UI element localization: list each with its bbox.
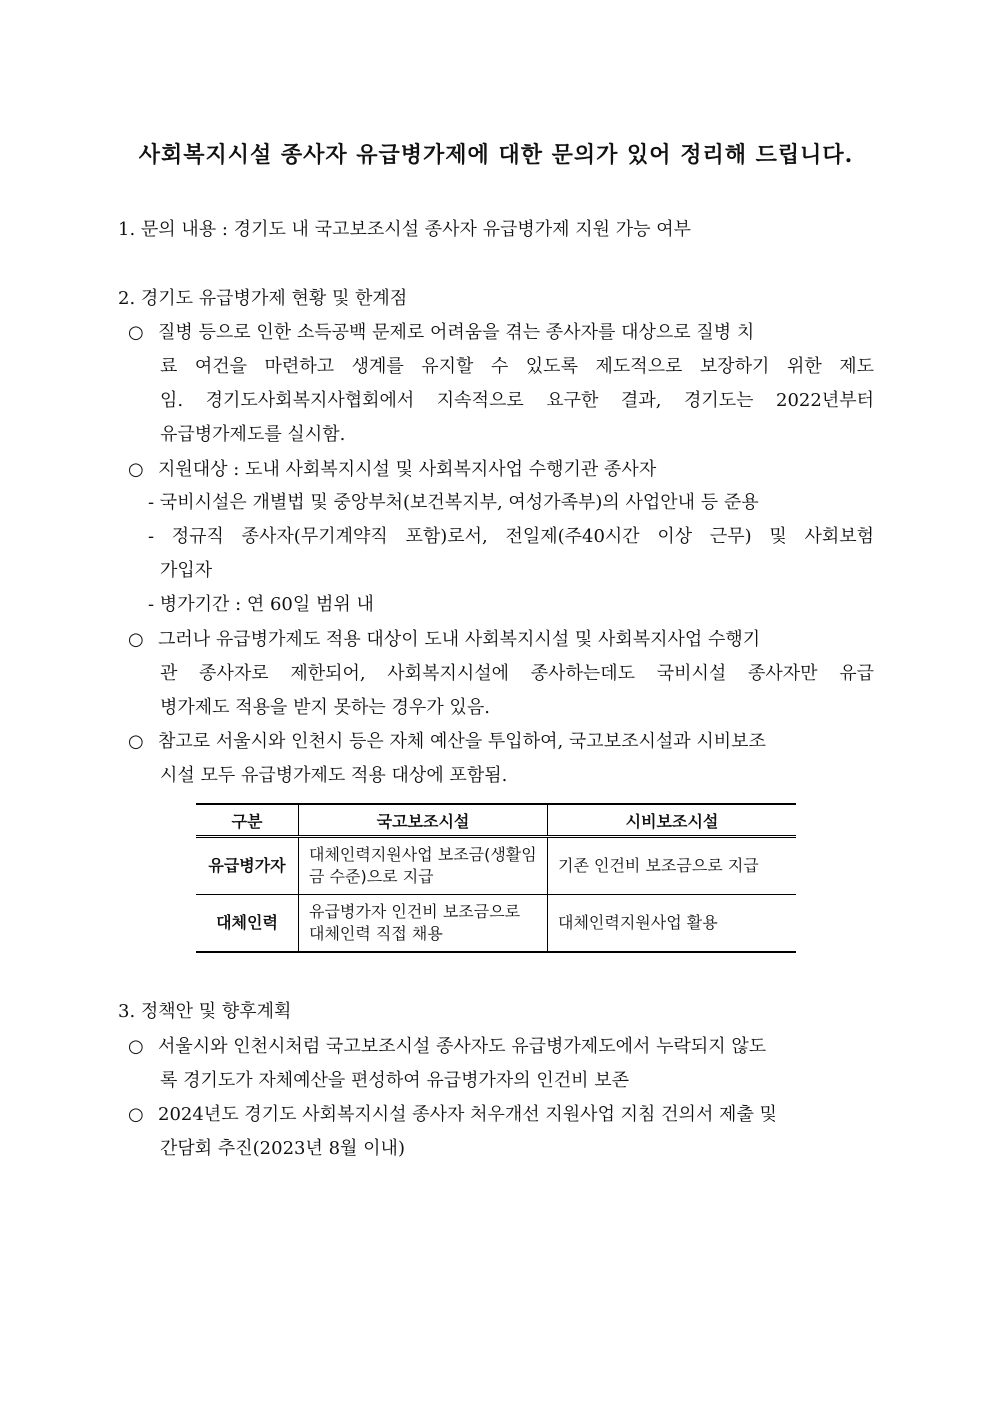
table-header-city: 시비보조시설	[548, 804, 797, 837]
circle-bullet-icon: ○	[128, 731, 144, 752]
bullet-continuation: 임. 경기도사회복지사협회에서 지속적으로 요구한 결과, 경기도는 2022년부터	[160, 390, 874, 411]
page-title: 사회복지시설 종사자 유급병가제에 대한 문의가 있어 정리해 드립니다.	[138, 142, 854, 168]
section-2-heading: 2. 경기도 유급병가제 현황 및 한계점	[118, 288, 408, 309]
table-cell-national: 대체인력지원사업 보조금(생활임금 수준)으로 지급	[299, 837, 548, 895]
circle-bullet-icon: ○	[128, 322, 144, 343]
bullet-continuation: 료 여건을 마련하고 생계를 유지할 수 있도록 제도적으로 보장하기 위한 제도	[160, 356, 874, 377]
dash-item: - 국비시설은 개별법 및 중앙부처(보건복지부, 여성가족부)의 사업안내 등 준용	[148, 492, 759, 513]
bullet-text: 지원대상 : 도내 사회복지시설 및 사회복지사업 수행기관 종사자	[158, 459, 657, 480]
bullet-item	[128, 321, 874, 345]
bullet-text: 서울시와 인천시처럼 국고보조시설 종사자도 유급병가제도에서 누락되지 않도	[158, 1036, 767, 1057]
circle-bullet-icon: ○	[128, 459, 144, 480]
table-cell-label: 대체인력	[196, 895, 299, 953]
bullet-item	[128, 730, 874, 754]
table-row	[196, 837, 796, 895]
circle-bullet-icon: ○	[128, 1104, 144, 1125]
comparison-table	[196, 803, 796, 953]
bullet-text: 그러나 유급병가제도 적용 대상이 도내 사회복지시설 및 사회복지사업 수행기	[158, 629, 761, 650]
bullet-item	[128, 1103, 874, 1127]
circle-bullet-icon: ○	[128, 629, 144, 650]
bullet-continuation: 병가제도 적용을 받지 못하는 경우가 있음.	[160, 697, 490, 718]
bullet-text: 질병 등으로 인한 소득공백 문제로 어려움을 겪는 종사자를 대상으로 질병 치	[158, 322, 755, 343]
bullet-continuation: 시설 모두 유급병가제도 적용 대상에 포함됨.	[160, 765, 508, 786]
table-header-row	[196, 804, 796, 837]
bullet-continuation: 관 종사자로 제한되어, 사회복지시설에 종사하는데도 국비시설 종사자만 유급	[160, 663, 874, 684]
bullet-continuation: 간담회 추진(2023년 8월 이내)	[160, 1138, 405, 1159]
bullet-item	[128, 458, 656, 482]
table-row	[196, 895, 796, 953]
bullet-text: 2024년도 경기도 사회복지시설 종사자 처우개선 지원사업 지침 건의서 제출 및	[158, 1104, 777, 1125]
table-cell-national: 유급병가자 인건비 보조금으로 대체인력 직접 채용	[299, 895, 548, 953]
bullet-text: 참고로 서울시와 인천시 등은 자체 예산을 투입하여, 국고보조시설과 시비보조	[158, 731, 766, 752]
table-cell-label: 유급병가자	[196, 837, 299, 895]
bullet-item	[128, 628, 874, 652]
bullet-continuation: 유급병가제도를 실시함.	[160, 424, 346, 445]
dash-continuation: 가입자	[160, 560, 213, 581]
table-header-category: 구분	[196, 804, 299, 837]
table-header-national: 국고보조시설	[299, 804, 548, 837]
bullet-continuation: 록 경기도가 자체예산을 편성하여 유급병가자의 인건비 보존	[160, 1070, 630, 1091]
bullet-item	[128, 1035, 874, 1059]
section-1-heading: 1. 문의 내용 : 경기도 내 국고보조시설 종사자 유급병가제 지원 가능 여부	[118, 219, 692, 240]
table-cell-city: 대체인력지원사업 활용	[548, 895, 797, 953]
table-cell-city: 기존 인건비 보조금으로 지급	[548, 837, 797, 895]
circle-bullet-icon: ○	[128, 1036, 144, 1057]
section-3-heading: 3. 정책안 및 향후계획	[118, 1001, 292, 1022]
dash-item: - 정규직 종사자(무기계약직 포함)로서, 전일제(주40시간 이상 근무) 및 사회보험	[148, 526, 874, 547]
dash-item: - 병가기간 : 연 60일 범위 내	[148, 594, 374, 615]
